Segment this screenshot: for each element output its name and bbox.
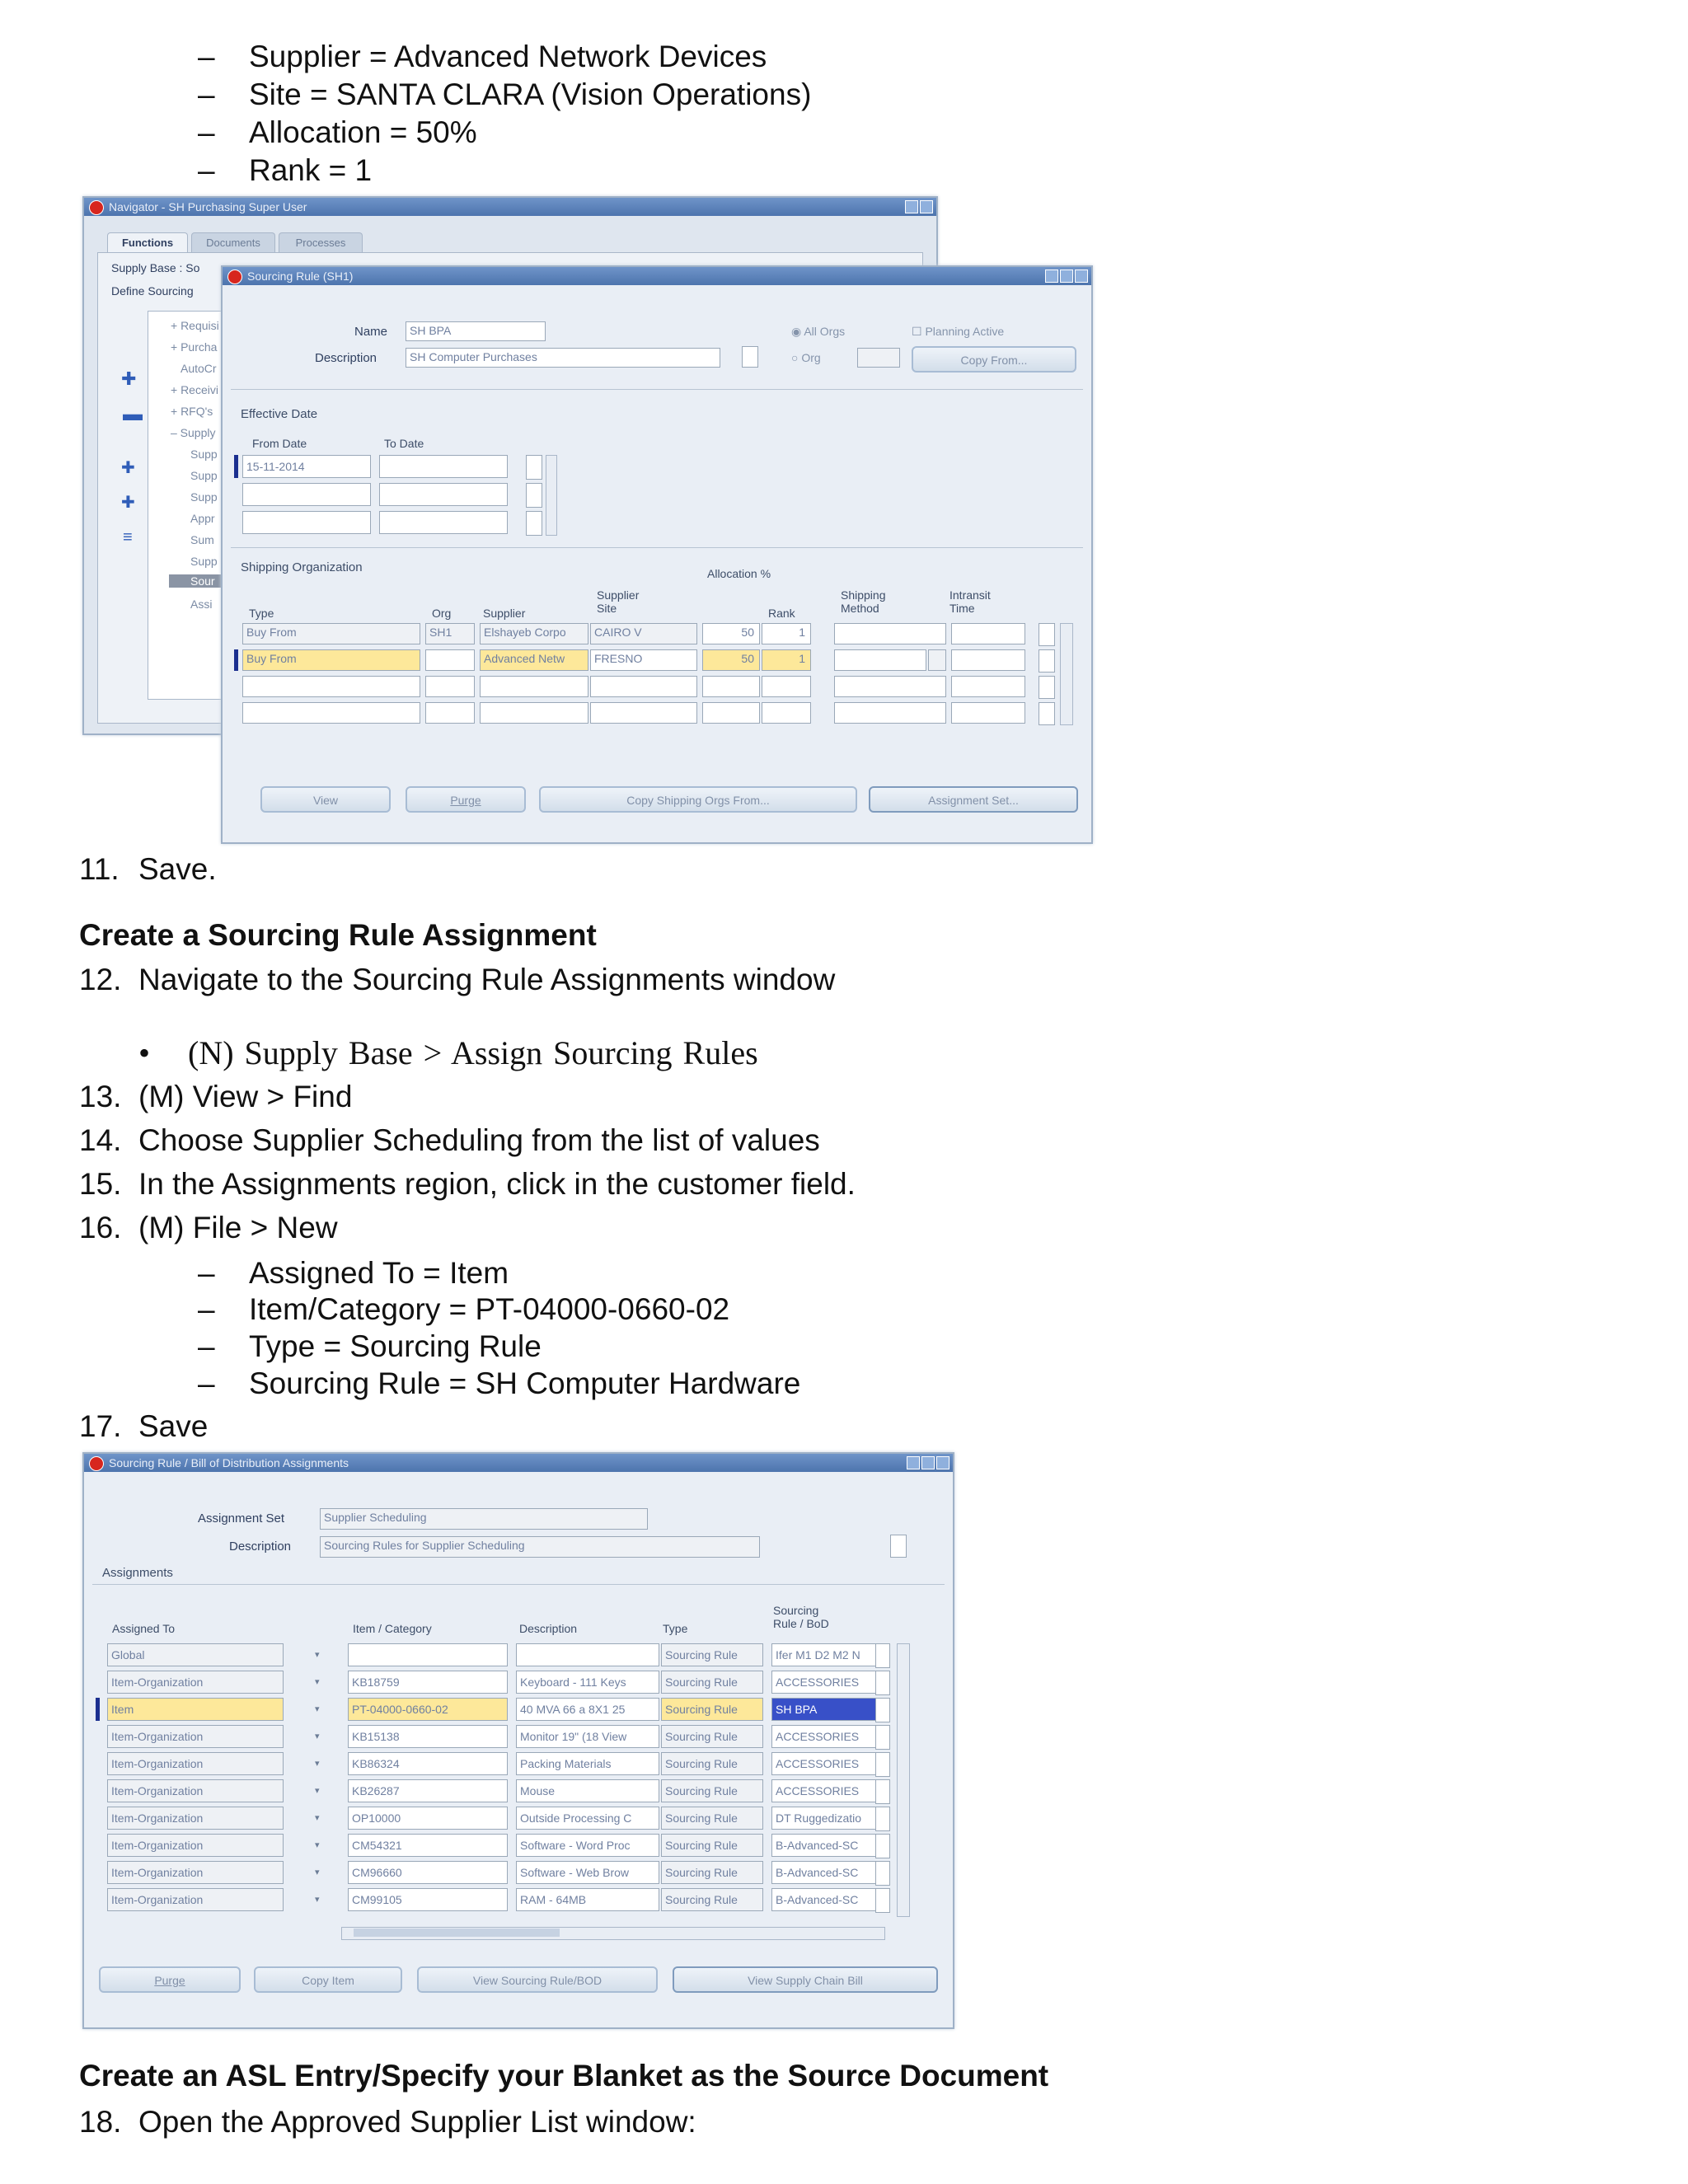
- description-field[interactable]: Keyboard - 111 Keys: [516, 1671, 659, 1694]
- assignment-set-label: Assignment Set: [198, 1511, 285, 1526]
- sourcing-rule-field[interactable]: B-Advanced-SC: [771, 1861, 887, 1884]
- step: 12. Navigate to the Sourcing Rule Assignments window: [79, 963, 836, 996]
- window-controls: [907, 1456, 950, 1469]
- intransit-time-field[interactable]: [951, 702, 1025, 724]
- shipping-method-field[interactable]: [834, 649, 926, 671]
- collapse-icon[interactable]: ▬: [123, 403, 143, 425]
- view-supply-chain-bill-button[interactable]: View Supply Chain Bill: [673, 1966, 938, 1993]
- description-label: Description: [315, 351, 377, 365]
- rank-header: Rank: [768, 607, 795, 620]
- maximize-icon[interactable]: [921, 1456, 935, 1469]
- description-field[interactable]: Software - Word Proc: [516, 1834, 659, 1857]
- step: 11. Save.: [79, 852, 217, 886]
- tree-item[interactable]: Supp: [190, 469, 218, 482]
- tree-item[interactable]: + RFQ's: [171, 405, 213, 418]
- type-header: Type: [663, 1622, 688, 1635]
- from-date-field[interactable]: 15-11-2014: [242, 455, 371, 478]
- view-sourcing-rule-button[interactable]: View Sourcing Rule/BOD: [417, 1966, 658, 1993]
- list-item: – Type = Sourcing Rule: [198, 1329, 542, 1363]
- assignments-section: Assignments: [102, 1566, 173, 1580]
- type-header: Type: [249, 607, 274, 620]
- purge-button[interactable]: Purge: [406, 786, 526, 813]
- tab-functions[interactable]: Functions: [107, 232, 188, 253]
- org-header: Org: [432, 607, 452, 620]
- org-field[interactable]: [857, 348, 900, 368]
- tree-item-selected[interactable]: Sour: [169, 574, 237, 588]
- scroll-thumb[interactable]: [354, 1929, 560, 1937]
- type-field[interactable]: Sourcing Rule: [661, 1807, 763, 1830]
- intransit-time-field[interactable]: [951, 623, 1025, 644]
- rows-scrollbar[interactable]: [897, 1643, 910, 1917]
- assigned-to-field[interactable]: Item-Organization: [107, 1834, 284, 1857]
- flex-field[interactable]: [526, 511, 542, 536]
- view-button[interactable]: View: [260, 786, 391, 813]
- collapse-all-icon[interactable]: ✚: [121, 494, 135, 512]
- dropdown-icon[interactable]: ▾: [315, 1732, 320, 1741]
- description-field[interactable]: RAM - 64MB: [516, 1888, 659, 1911]
- name-field[interactable]: SH BPA: [406, 321, 546, 341]
- supplier-site-header: Supplier Site: [597, 588, 640, 615]
- tree-item[interactable]: Sum: [190, 533, 214, 546]
- rank-field[interactable]: 1: [762, 649, 811, 671]
- shipping-method-header: Shipping Method: [841, 588, 886, 615]
- tree-item[interactable]: Appr: [190, 512, 215, 525]
- item-category-field[interactable]: CM54321: [348, 1834, 508, 1857]
- step: 15. In the Assignments region, click in the customer field.: [79, 1167, 856, 1201]
- tree-item[interactable]: – Supply: [171, 426, 216, 439]
- sourcing-rule-field[interactable]: Ifer M1 D2 M2 N: [771, 1643, 887, 1666]
- list-item: – Assigned To = Item: [198, 1256, 509, 1290]
- allocation-field[interactable]: [702, 702, 760, 724]
- sourcing-rule-field[interactable]: B-Advanced-SC: [771, 1888, 887, 1911]
- flex-field[interactable]: [875, 1861, 890, 1886]
- description-field[interactable]: Sourcing Rules for Supplier Scheduling: [320, 1536, 760, 1558]
- description-field[interactable]: 40 MVA 66 a 8X1 25: [516, 1698, 659, 1721]
- item-category-field[interactable]: [348, 1643, 508, 1666]
- item-category-field[interactable]: CM96660: [348, 1861, 508, 1884]
- supplier-field[interactable]: Advanced Netw: [480, 649, 588, 671]
- item-category-field[interactable]: KB18759: [348, 1671, 508, 1694]
- bullet-icon: •: [138, 1034, 151, 1071]
- date-scrollbar[interactable]: [546, 455, 557, 536]
- assigned-to-field[interactable]: Item-Organization: [107, 1807, 284, 1830]
- type-field[interactable]: Buy From: [242, 623, 420, 644]
- supplier-field[interactable]: [480, 702, 588, 724]
- planning-active-checkbox[interactable]: ☐ Planning Active: [912, 325, 1005, 338]
- name-label: Name: [354, 325, 388, 339]
- sourcing-rule-field[interactable]: ACCESSORIES: [771, 1725, 887, 1748]
- sourcing-rule-titlebar: Sourcing Rule (SH1): [223, 267, 1091, 285]
- step: 18. Open the Approved Supplier List window:: [79, 2105, 696, 2139]
- type-field[interactable]: Sourcing Rule: [661, 1671, 763, 1694]
- allocation-field[interactable]: [702, 676, 760, 697]
- flex-field[interactable]: [1039, 702, 1055, 725]
- from-date-field[interactable]: [242, 511, 371, 534]
- allocation-header: Allocation %: [707, 567, 771, 580]
- type-field[interactable]: [242, 702, 420, 724]
- flex-field[interactable]: [875, 1698, 890, 1722]
- assigned-to-field[interactable]: Item-Organization: [107, 1671, 284, 1694]
- tree-item[interactable]: Supp: [190, 555, 218, 568]
- minimize-icon[interactable]: [907, 1456, 920, 1469]
- to-date-field[interactable]: [379, 511, 508, 534]
- to-date-field[interactable]: [379, 483, 508, 506]
- dropdown-icon[interactable]: ▾: [315, 1759, 320, 1769]
- description-header: Description: [519, 1622, 578, 1635]
- flex-field[interactable]: [526, 455, 542, 480]
- dropdown-icon[interactable]: ▾: [315, 1895, 320, 1905]
- item-category-field[interactable]: KB86324: [348, 1752, 508, 1775]
- rows-scrollbar[interactable]: [1060, 623, 1073, 725]
- item-category-field[interactable]: CM99105: [348, 1888, 508, 1911]
- rank-field[interactable]: 1: [762, 623, 811, 644]
- flex-field[interactable]: [890, 1535, 907, 1558]
- flex-field[interactable]: [1039, 623, 1055, 646]
- close-icon[interactable]: [936, 1456, 950, 1469]
- type-field[interactable]: Sourcing Rule: [661, 1834, 763, 1857]
- dropdown-icon[interactable]: ▾: [315, 1677, 320, 1687]
- section-heading: Create an ASL Entry/Specify your Blanket as the Source Document: [79, 2059, 1049, 2093]
- tree-item[interactable]: Supp: [190, 490, 218, 504]
- tree-item[interactable]: Assi: [190, 598, 213, 611]
- type-field[interactable]: Sourcing Rule: [661, 1861, 763, 1884]
- flex-field[interactable]: [875, 1671, 890, 1695]
- assigned-to-field[interactable]: Item-Organization: [107, 1888, 284, 1911]
- list-item: – Item/Category = PT-04000-0660-02: [198, 1292, 730, 1326]
- sourcing-rule-field[interactable]: DT Ruggedizatio: [771, 1807, 887, 1830]
- description-field[interactable]: [516, 1643, 659, 1666]
- sourcing-rule-field[interactable]: B-Advanced-SC: [771, 1834, 887, 1857]
- shipping-method-field[interactable]: [834, 676, 946, 697]
- intransit-time-field[interactable]: [951, 649, 1025, 671]
- assigned-to-field[interactable]: Item-Organization: [107, 1752, 284, 1775]
- description-field[interactable]: Packing Materials: [516, 1752, 659, 1775]
- item-category-field[interactable]: KB15138: [348, 1725, 508, 1748]
- rank-field[interactable]: [762, 702, 811, 724]
- list-item: – Supplier = Advanced Network Devices: [198, 40, 767, 73]
- copy-shipping-orgs-button[interactable]: Copy Shipping Orgs From...: [539, 786, 857, 813]
- step: 14. Choose Supplier Scheduling from the list of values: [79, 1123, 820, 1157]
- flex-field[interactable]: [526, 483, 542, 508]
- type-field[interactable]: [242, 676, 420, 697]
- window-controls: [905, 200, 933, 213]
- oracle-icon: [227, 269, 242, 284]
- supplier-header: Supplier: [483, 607, 526, 620]
- item-category-header: Item / Category: [353, 1622, 432, 1635]
- to-date-header: To Date: [384, 437, 424, 450]
- step: 13. (M) View > Find: [79, 1080, 353, 1113]
- window-controls: [1045, 269, 1088, 283]
- expand-icon[interactable]: ✚: [121, 368, 137, 389]
- type-field[interactable]: Buy From: [242, 649, 420, 671]
- supplier-site-field[interactable]: [590, 676, 697, 697]
- from-date-header: From Date: [252, 437, 307, 450]
- list-item: – Sourcing Rule = SH Computer Hardware: [198, 1366, 801, 1400]
- section-heading: Create a Sourcing Rule Assignment: [79, 918, 597, 952]
- maximize-icon[interactable]: [920, 200, 933, 213]
- tree-item[interactable]: + Purcha: [171, 340, 218, 354]
- sourcing-rule-field[interactable]: SH BPA: [771, 1698, 887, 1721]
- bullet-item: • (N) Supply Base > Assign Sourcing Rules: [138, 1034, 758, 1071]
- type-field[interactable]: Sourcing Rule: [661, 1643, 763, 1666]
- maximize-icon[interactable]: [1060, 269, 1073, 283]
- description-field[interactable]: Mouse: [516, 1779, 659, 1802]
- clear-icon[interactable]: ≡: [123, 528, 133, 546]
- description-field[interactable]: Outside Processing C: [516, 1807, 659, 1830]
- copy-from-button[interactable]: Copy From...: [912, 346, 1076, 373]
- flex-field[interactable]: [875, 1888, 890, 1913]
- dropdown-icon[interactable]: ▾: [315, 1650, 320, 1660]
- flex-field[interactable]: [875, 1643, 890, 1668]
- oracle-icon: [89, 1456, 104, 1471]
- item-category-field[interactable]: PT-04000-0660-02: [348, 1698, 508, 1721]
- supplier-field[interactable]: [480, 676, 588, 697]
- minimize-icon[interactable]: [905, 200, 918, 213]
- shipping-method-field[interactable]: [834, 623, 946, 644]
- list-item: – Site = SANTA CLARA (Vision Operations): [198, 77, 812, 111]
- assigned-to-field[interactable]: Item-Organization: [107, 1861, 284, 1884]
- lov-icon[interactable]: [928, 649, 946, 671]
- close-icon[interactable]: [1075, 269, 1088, 283]
- type-field[interactable]: Sourcing Rule: [661, 1752, 763, 1775]
- to-date-field[interactable]: [379, 455, 508, 478]
- current-record-marker: [96, 1698, 100, 1721]
- shipping-method-field[interactable]: [834, 702, 946, 724]
- allocation-field[interactable]: 50: [702, 649, 760, 671]
- navigator-titlebar: Navigator - SH Purchasing Super User: [84, 198, 936, 216]
- type-field[interactable]: Sourcing Rule: [661, 1779, 763, 1802]
- assignment-set-field[interactable]: Supplier Scheduling: [320, 1508, 648, 1530]
- flex-field[interactable]: [742, 346, 758, 368]
- dropdown-icon[interactable]: ▾: [315, 1813, 320, 1823]
- step: 17. Save: [79, 1409, 209, 1443]
- assignment-set-button[interactable]: Assignment Set...: [869, 786, 1078, 813]
- supplier-site-field[interactable]: CAIRO V: [590, 623, 697, 644]
- org-field[interactable]: [425, 702, 475, 724]
- allocation-field[interactable]: 50: [702, 623, 760, 644]
- item-category-field[interactable]: KB26287: [348, 1779, 508, 1802]
- tree-item[interactable]: Supp: [190, 448, 218, 461]
- flex-field[interactable]: [875, 1834, 890, 1858]
- effective-date-section: Effective Date: [241, 407, 318, 421]
- org-field[interactable]: [425, 676, 475, 697]
- panel-header: Supply Base : So: [111, 261, 200, 274]
- supplier-site-field[interactable]: [590, 702, 697, 724]
- minimize-icon[interactable]: [1045, 269, 1058, 283]
- intransit-time-header: Intransit Time: [950, 588, 991, 615]
- sourcing-rule-window: [221, 265, 1093, 844]
- flex-field[interactable]: [875, 1779, 890, 1804]
- flex-field[interactable]: [875, 1725, 890, 1750]
- flex-field[interactable]: [1039, 676, 1055, 699]
- type-field[interactable]: Sourcing Rule: [661, 1725, 763, 1748]
- flex-field[interactable]: [1039, 649, 1055, 673]
- step: 16. (M) File > New: [79, 1211, 338, 1244]
- assigned-to-field[interactable]: Item-Organization: [107, 1725, 284, 1748]
- dropdown-icon[interactable]: ▾: [315, 1840, 320, 1850]
- rank-field[interactable]: [762, 676, 811, 697]
- assigned-to-header: Assigned To: [112, 1622, 176, 1635]
- oracle-icon: [89, 200, 104, 215]
- description-field[interactable]: SH Computer Purchases: [406, 348, 720, 368]
- horizontal-scrollbar[interactable]: [341, 1927, 885, 1940]
- shipping-org-section: Shipping Organization: [241, 560, 363, 574]
- sourcing-rule-field[interactable]: ACCESSORIES: [771, 1779, 887, 1802]
- assigned-to-field[interactable]: Item-Organization: [107, 1779, 284, 1802]
- org-field[interactable]: SH1: [425, 623, 475, 644]
- current-record-marker: [234, 455, 238, 478]
- sourcing-rule-header: Sourcing Rule / BoD: [773, 1604, 829, 1630]
- description-label: Description: [229, 1540, 292, 1554]
- flex-field[interactable]: [875, 1807, 890, 1831]
- intransit-time-field[interactable]: [951, 676, 1025, 697]
- dropdown-icon[interactable]: ▾: [315, 1868, 320, 1877]
- description-field[interactable]: Monitor 19" (18 View: [516, 1725, 659, 1748]
- assigned-to-field[interactable]: Global: [107, 1643, 284, 1666]
- sourcing-rule-field[interactable]: ACCESSORIES: [771, 1671, 887, 1694]
- description-field[interactable]: Software - Web Brow: [516, 1861, 659, 1884]
- tab-documents[interactable]: Documents: [191, 232, 275, 253]
- org-radio[interactable]: ○ Org: [791, 351, 821, 364]
- sourcing-rule-field[interactable]: ACCESSORIES: [771, 1752, 887, 1775]
- dropdown-icon[interactable]: ▾: [315, 1704, 320, 1714]
- copy-item-button[interactable]: Copy Item: [254, 1966, 402, 1993]
- tree-item[interactable]: + Requisi: [171, 319, 219, 332]
- supplier-field[interactable]: Elshayeb Corpo: [480, 623, 588, 644]
- item-category-field[interactable]: OP10000: [348, 1807, 508, 1830]
- current-record-marker: [234, 649, 238, 671]
- supplier-site-field[interactable]: FRESNO: [590, 649, 697, 671]
- expand-all-icon[interactable]: ✚: [121, 459, 135, 477]
- tree-item[interactable]: + Receivi: [171, 383, 218, 396]
- tab-processes[interactable]: Processes: [279, 232, 363, 253]
- assigned-to-field[interactable]: Item: [107, 1698, 284, 1721]
- panel-subheader: Define Sourcing: [111, 284, 194, 298]
- assignments-titlebar: Sourcing Rule / Bill of Distribution Assignments: [84, 1454, 953, 1472]
- tree-item[interactable]: AutoCr: [181, 362, 217, 375]
- dropdown-icon[interactable]: ▾: [315, 1786, 320, 1796]
- from-date-field[interactable]: [242, 483, 371, 506]
- flex-field[interactable]: [875, 1752, 890, 1777]
- list-item: – Rank = 1: [198, 153, 373, 187]
- org-field[interactable]: [425, 649, 475, 671]
- list-item: – Allocation = 50%: [198, 115, 477, 149]
- all-orgs-radio[interactable]: ◉ All Orgs: [791, 325, 846, 338]
- type-field[interactable]: Sourcing Rule: [661, 1698, 763, 1721]
- assignments-window: [82, 1452, 954, 2029]
- type-field[interactable]: Sourcing Rule: [661, 1888, 763, 1911]
- purge-button[interactable]: Purge: [99, 1966, 241, 1993]
